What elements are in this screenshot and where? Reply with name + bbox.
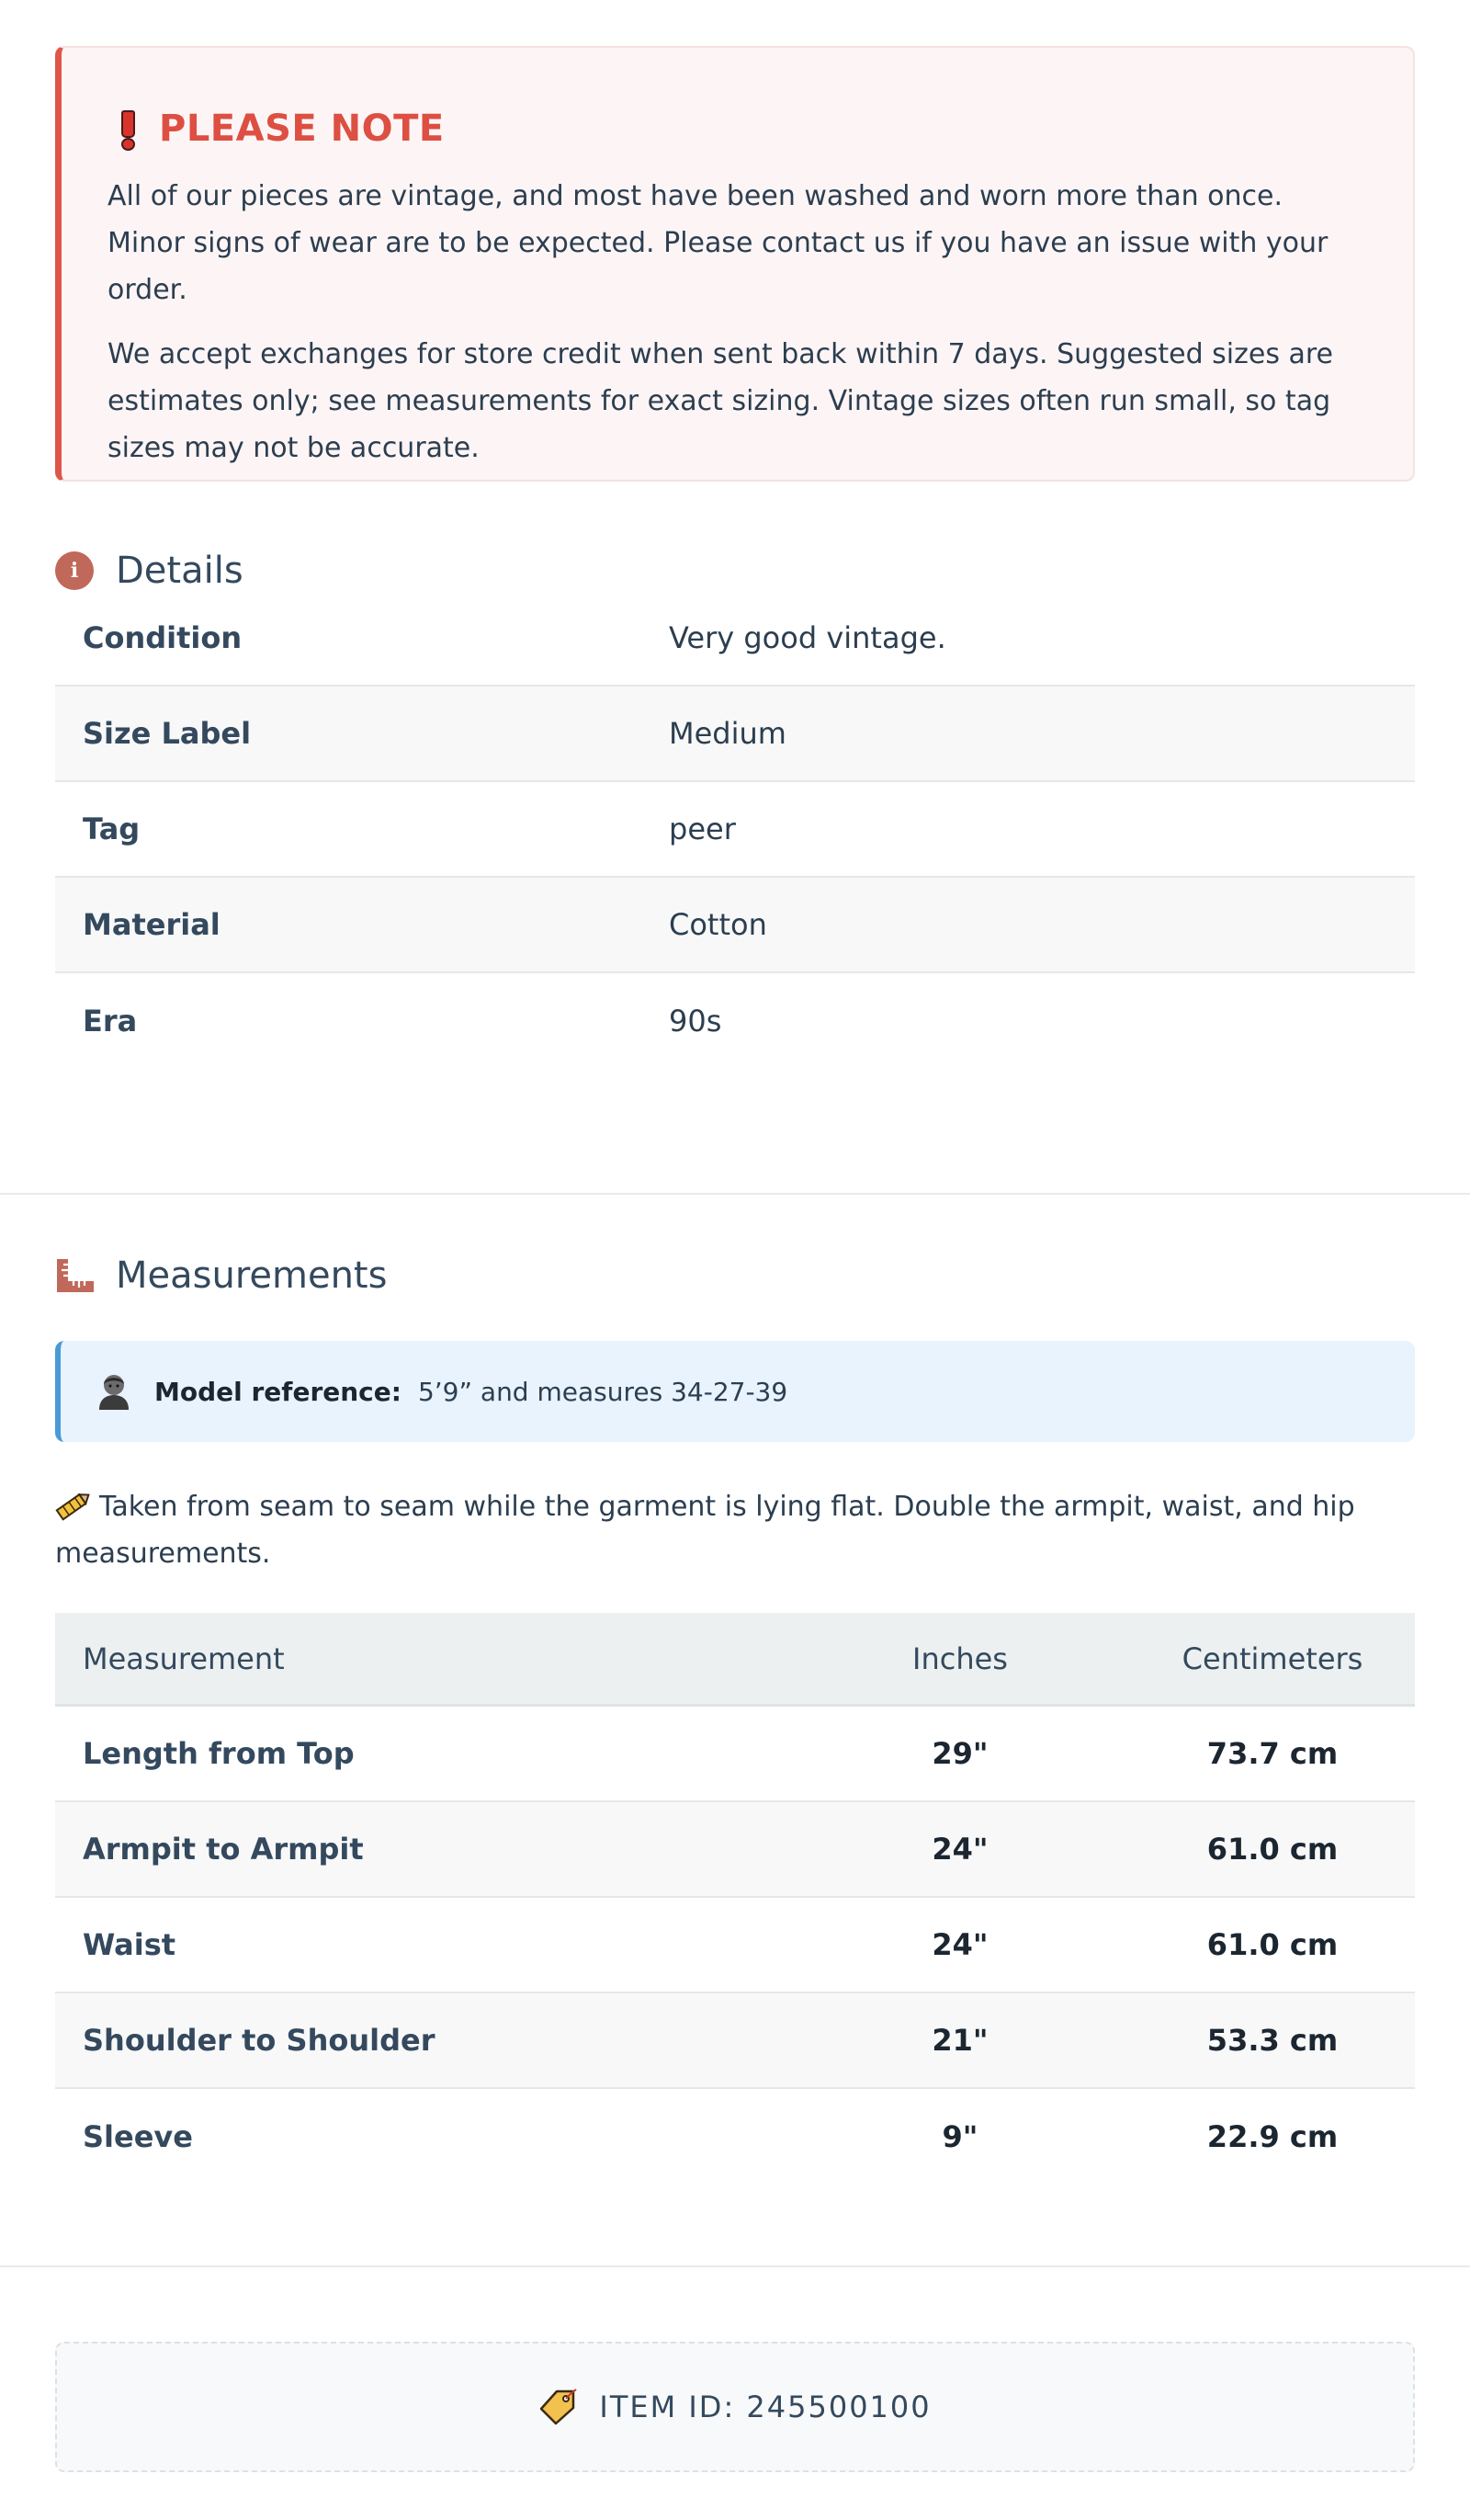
column-header-inches: Inches (912, 1640, 1008, 1676)
column-header-centimeters: Centimeters (1182, 1640, 1363, 1676)
measurement-cm: 61.0 cm (1206, 1927, 1339, 1962)
measurements-table-header (55, 1613, 1415, 1707)
notice-title: PLEASE NOTE (159, 108, 445, 150)
measurement-note-text: Taken from seam to seam while the garment is lying flat. Double the armpit, waist, and hip measurements. (55, 1491, 1355, 1570)
details-row-material (55, 878, 1415, 973)
measurement-cm: 53.3 cm (1206, 2023, 1339, 2058)
details-label: Condition (83, 620, 243, 655)
details-label: Size Label (83, 716, 252, 751)
measurement-inches: 21" (932, 2023, 989, 2058)
measurement-cm: 61.0 cm (1206, 1832, 1339, 1867)
measurements-table (55, 1613, 1415, 2185)
details-header (55, 550, 243, 592)
details-row-size-label (55, 687, 1415, 782)
person-icon (96, 1371, 132, 1412)
measurement-name: Sleeve (83, 2119, 193, 2154)
notice-paragraph-1: All of our pieces are vintage, and most have been washed and worn more than once. Minor signs of wear are to be expected. Please contact us if you have an issue with your order. (107, 180, 1329, 306)
table-row (55, 1707, 1415, 1802)
measurement-name: Shoulder to Shoulder (83, 2023, 435, 2058)
info-icon: i (55, 551, 94, 590)
measurement-cm: 22.9 cm (1206, 2119, 1339, 2154)
item-id-label: ITEM ID: 245500100 (599, 2389, 932, 2424)
table-row (55, 1802, 1415, 1898)
model-reference-box (55, 1341, 1415, 1442)
details-row-condition (55, 591, 1415, 687)
details-value: Very good vintage. (669, 620, 946, 655)
measurement-inches: 24" (932, 1832, 989, 1867)
measurement-name: Waist (83, 1927, 176, 1962)
details-value: peer (669, 812, 736, 846)
measurement-name: Armpit to Armpit (83, 1832, 364, 1867)
measurements-heading: Measurements (116, 1254, 388, 1297)
pencil-icon (55, 1490, 92, 1521)
measurement-cm: 73.7 cm (1206, 1736, 1339, 1771)
details-row-era (55, 973, 1415, 1069)
please-note-box (55, 46, 1415, 482)
details-label: Tag (83, 812, 141, 846)
details-value: Cotton (669, 907, 767, 942)
details-label: Material (83, 907, 220, 942)
column-header-measurement: Measurement (83, 1640, 285, 1676)
model-reference-value: 5’9” and measures 34-27-39 (417, 1376, 788, 1407)
details-heading: Details (116, 550, 243, 592)
notice-paragraph-2: We accept exchanges for store credit when sent back within 7 days. Suggested sizes are estimates only; see measurements for exact sizing. Vintage sizes often run small, so tag sizes may not be accurate. (107, 338, 1334, 464)
details-row-tag (55, 782, 1415, 878)
measurements-table-body (55, 1707, 1415, 2185)
details-table (55, 591, 1415, 1069)
measurement-name: Length from Top (83, 1736, 355, 1771)
ruler-icon (55, 1257, 96, 1294)
details-value: 90s (669, 1004, 722, 1039)
model-reference-label: Model reference: (154, 1376, 401, 1407)
item-id-box (55, 2342, 1415, 2472)
table-row (55, 1898, 1415, 1993)
measurement-inches: 9" (942, 2119, 978, 2154)
exclamation-icon (117, 110, 135, 147)
notice-header (107, 103, 1363, 154)
measurements-header (55, 1254, 387, 1297)
tag-icon (538, 2389, 577, 2425)
measurement-inches: 24" (932, 1927, 989, 1962)
details-label: Era (83, 1004, 138, 1039)
section-divider (0, 1193, 1470, 1195)
measurement-inches: 29" (932, 1736, 989, 1771)
measurement-note (55, 1483, 1415, 1577)
table-row (55, 2089, 1415, 2185)
details-value: Medium (669, 716, 786, 751)
section-divider (0, 2265, 1470, 2267)
table-row (55, 1993, 1415, 2089)
